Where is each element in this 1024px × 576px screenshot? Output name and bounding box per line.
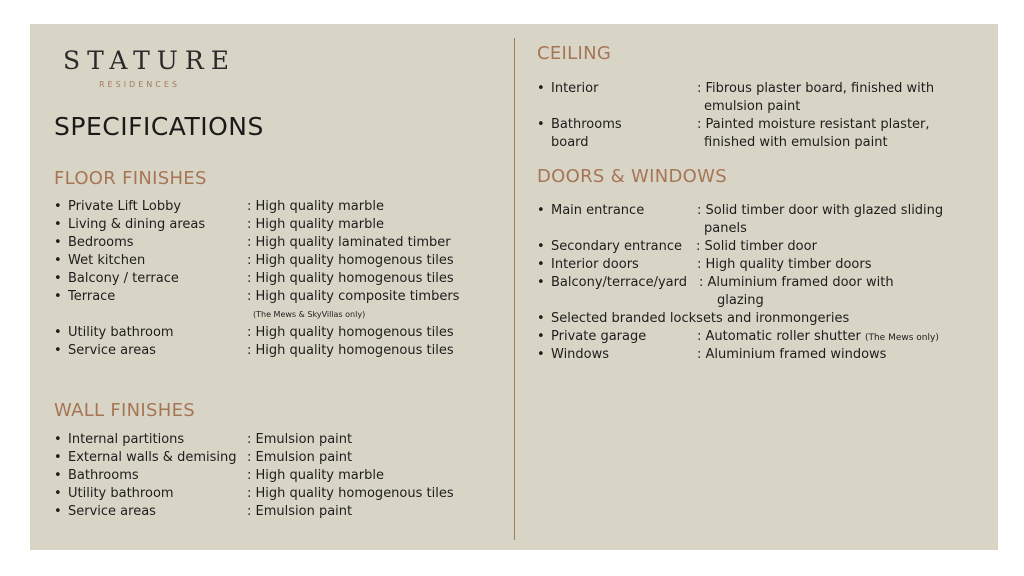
list-item: • Bedrooms : High quality laminated timber bbox=[54, 235, 451, 250]
list-item: • Main entrance : Solid timber door with glazed sliding panels bbox=[537, 203, 944, 236]
list-item: • Selected branded locksets and ironmongeries bbox=[537, 311, 850, 326]
list-item: • Interior : Fibrous plaster board, finished with emulsion paint bbox=[537, 81, 935, 114]
ceiling-list bbox=[537, 80, 987, 152]
list-item: • Utility bathroom : High quality homogenous tiles bbox=[54, 486, 454, 501]
doors-windows-heading: DOORS & WINDOWS bbox=[537, 166, 727, 187]
list-item: • Balcony/terrace/yard : Aluminium framed door with glazing bbox=[537, 275, 894, 308]
terrace-note: (The Mews & SkyVillas only) bbox=[253, 310, 366, 319]
list-item: • Wet kitchen : High quality homogenous tiles bbox=[54, 253, 454, 268]
floor-finishes-list bbox=[54, 198, 494, 360]
spec-card bbox=[30, 24, 998, 550]
list-item: • Secondary entrance : Solid timber door bbox=[537, 239, 817, 254]
list-item: • Internal partitions : Emulsion paint bbox=[54, 432, 353, 447]
list-item: • Bathrooms board : Painted moisture resistant plaster, finished with emulsion paint bbox=[537, 117, 930, 150]
page-title: SPECIFICATIONS bbox=[54, 112, 264, 141]
floor-finishes-heading: FLOOR FINISHES bbox=[54, 168, 207, 189]
garage-note: (The Mews only) bbox=[864, 333, 939, 343]
list-item: • Service areas : Emulsion paint bbox=[54, 504, 353, 519]
list-item: • Windows : Aluminium framed windows bbox=[537, 347, 887, 362]
logo-wordmark: STATURE bbox=[63, 46, 236, 75]
ceiling-heading: CEILING bbox=[537, 43, 612, 64]
list-item: • Living & dining areas : High quality marble bbox=[54, 217, 384, 232]
wall-finishes-list bbox=[54, 431, 494, 521]
list-item: • Private garage : Automatic roller shutter (The Mews only) bbox=[537, 329, 939, 344]
list-item: • Interior doors : High quality timber doors bbox=[537, 257, 872, 272]
logo-subtitle: RESIDENCES bbox=[99, 80, 180, 89]
doors-windows-list bbox=[537, 202, 987, 364]
column-divider bbox=[514, 38, 515, 540]
list-item: • Balcony / terrace : High quality homogenous tiles bbox=[54, 271, 454, 286]
list-item: • Service areas : High quality homogenous tiles bbox=[54, 343, 454, 358]
list-item: • Utility bathroom : High quality homogenous tiles bbox=[54, 325, 454, 340]
list-item: • External walls & demising : Emulsion paint bbox=[54, 450, 353, 465]
list-item: • Bathrooms : High quality marble bbox=[54, 468, 384, 483]
list-item: • Private Lift Lobby : High quality marble bbox=[54, 199, 384, 214]
list-item: • Terrace : High quality composite timbers (The Mews & SkyVillas only) bbox=[54, 288, 494, 324]
wall-finishes-heading: WALL FINISHES bbox=[54, 400, 196, 421]
